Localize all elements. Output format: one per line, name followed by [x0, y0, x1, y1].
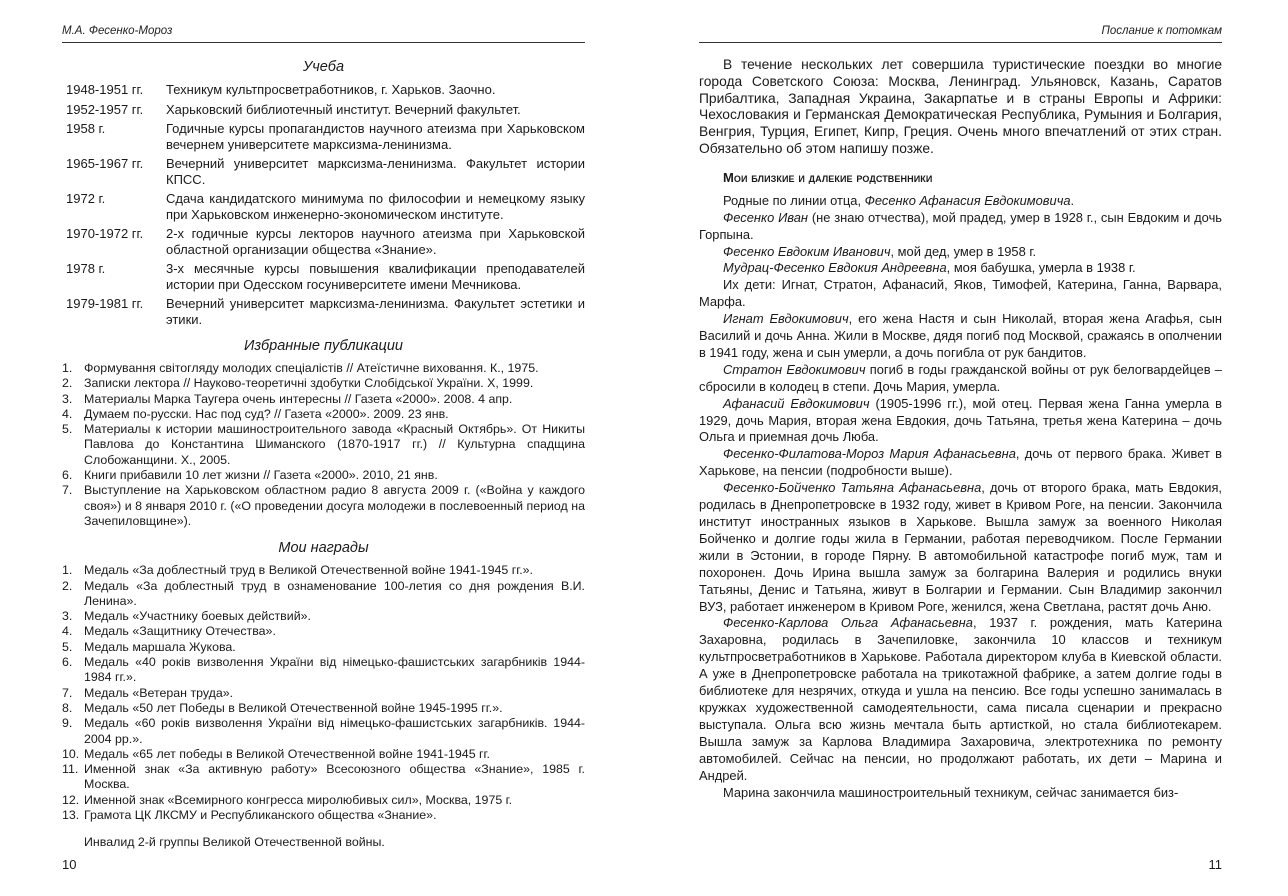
- relative-name: Фесенко Евдоким Иванович: [723, 243, 891, 259]
- awards-title: Мои награды: [278, 540, 369, 557]
- relative-text: , его жена Настя и сын Николай, вторая жена Агафья, сын Василий и дочь Анна. Жили в Москве, дядя погиб под Москвой, сражаясь в ополчении в 1941 году, жена и сын умерли, а дочь погибла от рук бандитов.: [699, 311, 1222, 360]
- publication-item: [62, 361, 585, 376]
- study-text: Вечерний университет марксизма-ленинизма. Факультет истории КПСС.: [166, 156, 585, 187]
- award-item: [62, 701, 585, 716]
- relative-text: , дочь от первого брака. Живет в Харькове, на пенсии (подробности выше).: [699, 446, 1222, 479]
- publication-item-text: Записки лектора // Науково-теоретичні здобутки Слобідської України. Х, 1999.: [84, 376, 534, 391]
- awards-list: [62, 563, 585, 823]
- award-item-number: 3.: [62, 609, 73, 624]
- award-item-number: 1.: [62, 563, 73, 578]
- relative-name: Фесенко Иван: [723, 209, 808, 225]
- award-item-number: 5.: [62, 639, 73, 654]
- award-item: [62, 655, 585, 686]
- award-item: [62, 793, 585, 808]
- relative-name: Афанасий Евдокимович: [723, 395, 870, 411]
- award-item: [62, 640, 585, 655]
- award-item-number: 9.: [62, 716, 73, 731]
- award-item-text: Грамота ЦК ЛКСМУ и Республиканского общества «Знание».: [84, 808, 437, 823]
- publication-item: [62, 422, 585, 468]
- relative-text: (1905-1996 гг.), мой отец. Первая жена Ганна умерла в 1929, дочь Мария, вторая жена Евдокия, дочь Татьяна, третья жена Катерина – дочь Ольга и приемная дочь Люба.: [699, 395, 1222, 445]
- award-item: [62, 762, 585, 793]
- award-item-text: Медаль «Ветеран труда».: [84, 685, 234, 700]
- award-item: [62, 624, 585, 639]
- publication-item-number: 2.: [62, 376, 73, 391]
- publication-item-text: Выступление на Харьковском областном радио 8 августа 2009 г. («Война у каждого своя») и 8 января 2010 г. («О проведении досуга молодежи в послевоенный период на Зачепиловщине»).: [84, 483, 585, 528]
- publication-item-text: Материалы к истории машиностроительного завода «Красный Октябрь». От Никиты Павлова до Константина Шиманского (1870-1917 гг.) // Культурна спадщина Слобожанщини. Х., 2005.: [84, 422, 585, 467]
- publication-item: [62, 376, 585, 391]
- relative-paragraph: [699, 785, 1222, 802]
- header-rule-right: [699, 42, 1222, 43]
- study-text: Техникум культпросветработников, г. Харьков. Заочно.: [166, 82, 496, 97]
- publications-list: [62, 361, 585, 529]
- study-years: 1965-1967 гг.: [66, 156, 144, 171]
- study-entry: [62, 226, 585, 257]
- study-entry: [62, 296, 585, 327]
- left-column: [62, 52, 585, 851]
- relative-paragraph: [699, 615, 1222, 784]
- award-item-text: Медаль «50 лет Победы в Великой Отечественной войне 1945-1995 гг.».: [84, 700, 503, 715]
- publication-item-number: 6.: [62, 468, 73, 483]
- award-item-number: 6.: [62, 655, 73, 670]
- relatives-heading: Мои близкие и далекие родственники: [723, 169, 933, 185]
- relatives-paragraphs: [699, 193, 1222, 802]
- award-item: [62, 808, 585, 823]
- relative-text: погиб в годы гражданской войны от рук белогвардейцев – сбросили в колодец в степи. Дочь Мария, умерла.: [699, 361, 1222, 394]
- relative-end: .: [1070, 192, 1075, 208]
- study-entry: [62, 102, 585, 118]
- relative-paragraph: [699, 193, 1222, 210]
- publication-item-text: Формування світогляду молодих спеціалістів // Атеїстичне виховання. К., 1975.: [84, 361, 539, 375]
- publications-title: Избранные публикации: [244, 338, 403, 354]
- award-item: [62, 716, 585, 747]
- study-entry: [62, 191, 585, 222]
- study-title: Учеба: [302, 59, 345, 75]
- relative-text: Родные по линии отца,: [723, 192, 865, 208]
- relative-paragraph: [699, 260, 1222, 277]
- publication-item: [62, 468, 585, 483]
- publication-item-number: 3.: [62, 391, 73, 406]
- running-head-right: Послание к потомкам: [1101, 25, 1222, 37]
- relative-text: , дочь от второго брака, мать Евдокия, родилась в Днепропетровске в 1932 году, живет в Кривом Роге, на пенсии. Закончила институт иностранных языков в Харькове. Вышла замуж за военного Николая Бойченко и долгие годы жила в Германии, работая переводчиком. После Германии жили в Эстонии, в городе Пярну. В автомобильной катастрофе погиб муж, там и похоронен. Дочь Ирина вышла замуж за болгарина Валерия и родились внуки Татьяны, Денис и Татьяна, живут в Болгарии и Германии. Сын Владимир закончил ВУЗ, работает инженером в Кривом Роге, женился, жена Светлана, растят дочь Аню.: [699, 480, 1223, 614]
- publication-item: [62, 392, 585, 407]
- disability-note: Инвалид 2-й группы Великой Отечественной войны.: [84, 835, 385, 850]
- study-entry: [62, 156, 585, 187]
- study-text: 3-х месячные курсы повышения квалификации преподавателей истории при Одесском госуниверситете имени Мечникова.: [166, 261, 585, 292]
- relative-name: Мудрац-Фесенко Евдокия Андреевна: [723, 260, 947, 276]
- award-item-number: 8.: [62, 700, 73, 715]
- right-column: [699, 52, 1222, 801]
- award-item: [62, 579, 585, 610]
- award-item-number: 11.: [62, 762, 79, 777]
- study-entry: [62, 261, 585, 292]
- award-item-number: 2.: [62, 578, 73, 593]
- relative-text: , 1937 г. рождения, мать Катерина Захаровна, родилась в Зачепиловке, закончила 10 классов и техникум культпросветработников в Харькове. Работала директором клуба в Киевской области. А уже в Днепропетровске работала на трикотажной фабрике, а затем долгие годы в библиотеке для незрячих, откуда и ушла на пенсию. Все годы успешно занималась в кружках художественной самодеятельности, сама писала сценарии и прекрасно выступала. Ольга всю жизнь мечтала быть артисткой, но стала библиотекарем. Вышла замуж за Карлова Владимира Захаровича, электротехника по ремонту автомобилей. Сейчас на пенсии, но продолжают работать, их дети – Марина и Андрей.: [699, 615, 1222, 783]
- relative-paragraph: [699, 210, 1222, 244]
- publication-item-text: Книги прибавили 10 лет жизни // Газета «2000». 2010, 21 янв.: [84, 468, 438, 483]
- award-item-text: Именной знак «За активную работу» Всесоюзного общества «Знание», 1985 г. Москва.: [84, 762, 585, 792]
- publication-item-number: 1.: [62, 361, 73, 375]
- award-item: [62, 609, 585, 624]
- publication-item: [62, 483, 585, 529]
- intro-paragraph: В течение нескольких лет совершила туристические поездки во многие города Советского Союза: Москва, Ленинград. Ульяновск, Казань, Саратов Прибалтика, Западная Украина, Закарпатье и в страны Европы и Африки: Чехословакия и Германская Демократическая Республика, Румыния и Болгария, Венгрия, Турция, Египет, Кипр, Греция. Очень много впечатлений от этих стран. Обязательно об этом напишу позже.: [699, 57, 1222, 156]
- publication-item-number: 7.: [62, 483, 73, 498]
- publication-item: [62, 407, 585, 422]
- publication-item-text: Думаем по-русски. Нас под суд? // Газета «2000». 2009. 23 янв.: [84, 406, 449, 421]
- study-text: 2-х годичные курсы лекторов научного атеизма при Харьковской областной организации общества «Знание».: [166, 226, 585, 257]
- award-item-number: 10.: [62, 746, 80, 761]
- study-list: [62, 82, 585, 327]
- award-item-text: Медаль «За доблестный труд в ознаменование 100-летия со дня рождения В.И. Ленина».: [84, 578, 585, 608]
- study-text: Сдача кандидатского минимума по философии и немецкому языку при Харьковском инженерно-экономическом институте.: [166, 191, 585, 222]
- publication-item-number: 5.: [62, 422, 73, 437]
- award-item: [62, 747, 585, 762]
- award-item-text: Именной знак «Всемирного конгресса миролюбивых сил», Москва, 1975 г.: [84, 792, 513, 807]
- right-page: [644, 0, 1288, 896]
- relative-name: Фесенко Афанасия Евдокимовича: [864, 192, 1071, 208]
- relative-text: Марина закончила машиностроительный техникум, сейчас занимается биз-: [723, 784, 1179, 800]
- publication-item-number: 4.: [62, 406, 73, 421]
- relative-name: Стратон Евдокимович: [723, 361, 866, 377]
- relative-text: Их дети: Игнат, Стратон, Афанасий, Яков, Тимофей, Катерина, Ганна, Варвара, Марфа.: [699, 277, 1222, 310]
- running-head-left: М.А. Фесенко-Мороз: [62, 25, 173, 37]
- award-item-number: 13.: [62, 808, 80, 823]
- relative-paragraph: [699, 446, 1222, 480]
- award-item-text: Медаль «40 років визволення України від німецько-фашистських загарбників 1944-1984 гг.».: [84, 655, 585, 685]
- relative-text: (не знаю отчества), мой прадед, умер в 1928 г., сын Евдоким и дочь Горпына.: [699, 209, 1222, 242]
- study-years: 1970-1972 гг.: [66, 226, 144, 241]
- study-years: 1948-1951 гг.: [66, 82, 144, 97]
- relative-name: Фесенко-Карлова Ольга Афанасьевна: [723, 615, 973, 631]
- relative-text: , моя бабушка, умерла в 1938 г.: [946, 260, 1136, 276]
- relative-paragraph: [699, 480, 1222, 615]
- study-entry: [62, 82, 585, 98]
- study-years: 1952-1957 гг.: [66, 101, 144, 117]
- study-years: 1958 г.: [66, 121, 106, 136]
- relative-name: Игнат Евдокимович: [723, 311, 849, 327]
- relative-name: Фесенко-Филатова-Мороз Мария Афанасьевна: [723, 446, 1016, 462]
- award-item: [62, 686, 585, 701]
- award-item-text: Медаль «Защитнику Отечества».: [84, 624, 276, 639]
- relative-paragraph: [699, 244, 1222, 261]
- study-text: Харьковский библиотечный институт. Вечерний факультет.: [166, 101, 521, 117]
- relative-text: , мой дед, умер в 1958 г.: [890, 243, 1037, 259]
- award-item-text: Медаль «65 лет победы в Великой Отечественной войне 1941-1945 гг.: [84, 746, 491, 761]
- page-number-left: 10: [62, 857, 77, 872]
- header-rule-left: [62, 42, 585, 43]
- study-years: 1972 г.: [66, 191, 106, 206]
- award-item-text: Медаль маршала Жукова.: [84, 639, 236, 654]
- page-number-right: 11: [1208, 857, 1222, 872]
- award-item-text: Медаль «За доблестный труд в Великой Отечественной войне 1941-1945 гг.».: [84, 563, 533, 578]
- study-years: 1978 г.: [66, 261, 106, 276]
- publication-item-text: Материалы Марка Таугера очень интересны // Газета «2000». 2008. 4 апр.: [84, 391, 513, 406]
- award-item: [62, 563, 585, 578]
- study-text: Вечерний университет марксизма-ленинизма. Факультет эстетики и этики.: [166, 296, 585, 327]
- relative-paragraph: [699, 311, 1222, 362]
- study-text: Годичные курсы пропагандистов научного атеизма при Харьковском вечернем университете марксизма-ленинизма.: [166, 121, 585, 152]
- award-item-number: 4.: [62, 624, 73, 639]
- award-item-number: 12.: [62, 792, 80, 807]
- award-item-number: 7.: [62, 685, 73, 700]
- study-years: 1979-1981 гг.: [66, 296, 144, 311]
- award-item-text: Медаль «Участнику боевых действий».: [84, 609, 311, 624]
- relative-paragraph: [699, 277, 1222, 311]
- relative-paragraph: [699, 396, 1222, 447]
- study-entry: [62, 121, 585, 152]
- relative-paragraph: [699, 362, 1222, 396]
- award-item-text: Медаль «60 років визволення України від німецько-фашистських загарбників. 1944-2004 рр.».: [84, 716, 585, 746]
- relative-name: Фесенко-Бойченко Татьяна Афанасьевна: [723, 480, 982, 496]
